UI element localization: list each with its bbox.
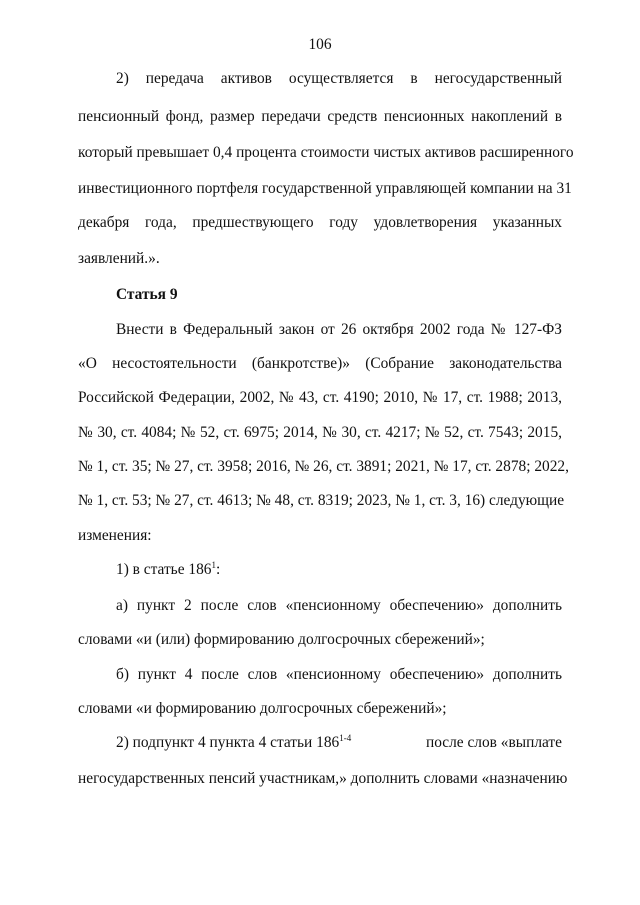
text-line <box>116 561 562 579</box>
text-line: 2) передача активов осуществляется в негосударственный <box>116 70 562 87</box>
text-line: Внести в Федеральный закон от 26 октября 2002 года № 127-ФЗ <box>116 321 562 338</box>
text-line: Российской Федерации, 2002, № 43, ст. 4190; 2010, № 17, ст. 1988; 2013, <box>78 389 562 406</box>
text-line: словами «и (или) формированию долгосрочных сбережений»; <box>78 631 485 648</box>
text-line: пенсионный фонд, размер передачи средств пенсионных накоплений в <box>78 108 562 125</box>
text-line: № 1, ст. 53; № 27, ст. 4613; № 48, ст. 8319; 2023, № 1, ст. 3, 16) следующие <box>78 492 565 509</box>
text-line: декабря года, предшествующего году удовлетворения указанных <box>78 214 562 231</box>
text-line: инвестиционного портфеля государственной управляющей компании на 31 <box>78 180 572 197</box>
text-line: словами «и формированию долгосрочных сбережений»; <box>78 700 447 717</box>
text-fragment: 1) в статье 186 <box>116 561 212 578</box>
text-line: № 30, ст. 4084; № 52, ст. 6975; 2014, № 30, ст. 4217; № 52, ст. 7543; 2015, <box>78 424 562 441</box>
text-fragment <box>116 734 351 752</box>
text-line <box>116 734 562 752</box>
text-line: а) пункт 2 после слов «пенсионному обеспечению» дополнить <box>116 597 562 614</box>
text-fragment: : <box>215 561 221 578</box>
superscript: 1-4 <box>339 732 352 743</box>
text-fragment: 2) подпункт 4 пункта 4 статьи 186 <box>116 734 340 751</box>
page-number: 106 <box>308 36 332 53</box>
text-line: б) пункт 4 после слов «пенсионному обеспечению» дополнить <box>116 666 562 683</box>
text-fragment: после слов «выплате <box>425 734 562 751</box>
text-line: № 1, ст. 35; № 27, ст. 3958; 2016, № 26, ст. 3891; 2021, № 17, ст. 2878; 2022, <box>78 458 569 475</box>
text-line: изменения: <box>78 527 152 544</box>
text-line: который превышает 0,4 процента стоимости чистых активов расширенного <box>78 144 574 161</box>
superscript: 1 <box>211 559 216 570</box>
text-line: негосударственных пенсий участникам,» дополнить словами «назначению <box>78 770 568 787</box>
article-heading: Статья 9 <box>116 286 178 303</box>
text-line: заявлений.». <box>78 250 160 267</box>
text-line: «О несостоятельности (банкротстве)» (Собрание законодательства <box>78 355 562 372</box>
